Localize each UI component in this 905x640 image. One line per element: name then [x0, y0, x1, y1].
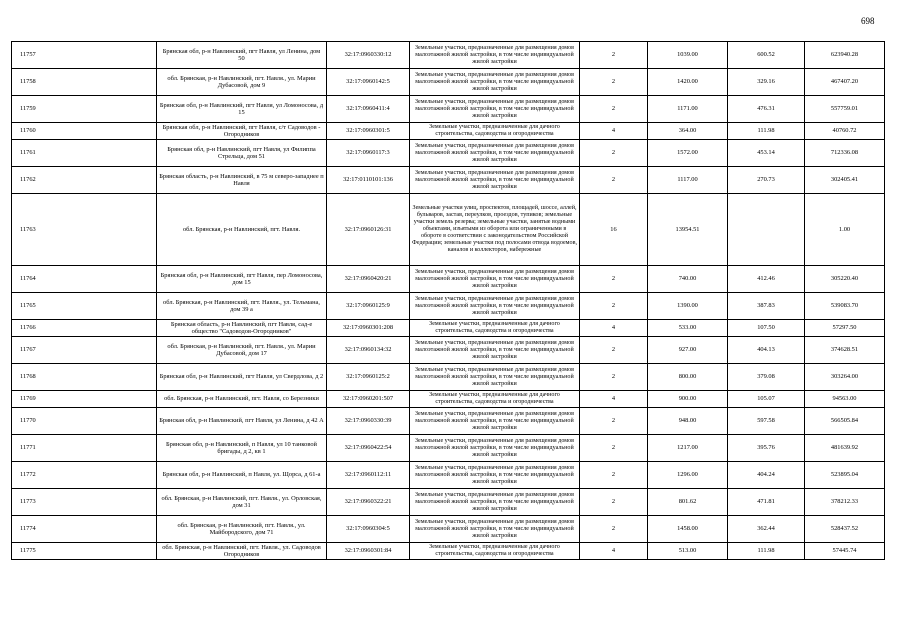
- area-cell: 801.62: [648, 489, 728, 516]
- table-row: [12, 42, 885, 69]
- row-number: 11759: [12, 96, 157, 123]
- area-cell: 800.00: [648, 364, 728, 391]
- area-cell: 1217.00: [648, 435, 728, 462]
- land-use-cell: Земельные участки, предназначенные для дачного строительства, садоводства и огородничества: [410, 320, 580, 337]
- land-use-cell: Земельные участки, предназначенные для размещения домов малоэтажной жилой застройки, в том числе индивидуальной жилой застройки: [410, 364, 580, 391]
- page-number: 698: [861, 16, 875, 26]
- cadastral-value-cell: 566505.84: [805, 408, 885, 435]
- specific-value-cell: 111.98: [728, 123, 805, 140]
- land-use-cell: Земельные участки, предназначенные для дачного строительства, садоводства и огородничества: [410, 391, 580, 408]
- address-cell: обл. Брянская, р-н Навлинский, пгт. Навля., ул. Орловская, дом 31: [157, 489, 327, 516]
- table-row: [12, 293, 885, 320]
- table-row: [12, 489, 885, 516]
- table-row: [12, 391, 885, 408]
- cadastral-value-cell: 302405.41: [805, 167, 885, 194]
- group-cell: 2: [580, 69, 648, 96]
- area-cell: 900.00: [648, 391, 728, 408]
- address-cell: Брянская область, р-н Навлинский, в 75 м северо-западнее п Навля: [157, 167, 327, 194]
- cadastral-value-cell: 305220.40: [805, 266, 885, 293]
- cadastral-number-cell: 32:17:0960411:4: [327, 96, 410, 123]
- table-row: [12, 408, 885, 435]
- specific-value-cell: 387.83: [728, 293, 805, 320]
- row-number: 11775: [12, 543, 157, 560]
- table-row: [12, 96, 885, 123]
- specific-value-cell: 111.98: [728, 543, 805, 560]
- land-use-cell: Земельные участки, предназначенные для размещения домов малоэтажной жилой застройки, в том числе индивидуальной жилой застройки: [410, 293, 580, 320]
- specific-value-cell: 476.31: [728, 96, 805, 123]
- table-row: [12, 266, 885, 293]
- cadastral-number-cell: 32:17:0960301:208: [327, 320, 410, 337]
- cadastral-number-cell: 32:17:0960301:84: [327, 543, 410, 560]
- specific-value-cell: 404.13: [728, 337, 805, 364]
- land-use-cell: Земельные участки, предназначенные для размещения домов малоэтажной жилой застройки, в том числе индивидуальной жилой застройки: [410, 337, 580, 364]
- table-row: [12, 194, 885, 266]
- area-cell: 927.00: [648, 337, 728, 364]
- area-cell: 1296.00: [648, 462, 728, 489]
- group-cell: 4: [580, 320, 648, 337]
- cadastral-number-cell: 32:17:0960304:5: [327, 516, 410, 543]
- table-row: [12, 69, 885, 96]
- area-cell: 513.00: [648, 543, 728, 560]
- row-number: 11767: [12, 337, 157, 364]
- cadastral-value-cell: 303264.00: [805, 364, 885, 391]
- table-row: [12, 516, 885, 543]
- land-use-cell: Земельные участки, предназначенные для размещения домов малоэтажной жилой застройки, в том числе индивидуальной жилой застройки: [410, 96, 580, 123]
- address-cell: обл. Брянская, р-н Навлинский, пгт. Навля., ул. Садоводов Огородников: [157, 543, 327, 560]
- specific-value-cell: 105.07: [728, 391, 805, 408]
- address-cell: Брянская обл, р-н Навлинский, пгт Навля, ул Ломоносова, д 15: [157, 96, 327, 123]
- cadastral-number-cell: 32:17:0960420:21: [327, 266, 410, 293]
- land-use-cell: Земельные участки, предназначенные для размещения домов малоэтажной жилой застройки, в том числе индивидуальной жилой застройки: [410, 435, 580, 462]
- cadastral-number-cell: 32:17:0960142:5: [327, 69, 410, 96]
- table-row: [12, 123, 885, 140]
- specific-value-cell: 404.24: [728, 462, 805, 489]
- table-row: [12, 364, 885, 391]
- specific-value-cell: 270.73: [728, 167, 805, 194]
- specific-value-cell: [728, 194, 805, 266]
- group-cell: 4: [580, 123, 648, 140]
- address-cell: обл. Брянская, р-н Навлинский, пгт. Навля., ул. Майбородского, дом 71: [157, 516, 327, 543]
- row-number: 11770: [12, 408, 157, 435]
- row-number: 11757: [12, 42, 157, 69]
- cadastral-value-cell: 40760.72: [805, 123, 885, 140]
- land-use-cell: Земельные участки, предназначенные для дачного строительства, садоводства и огородничества: [410, 123, 580, 140]
- row-number: 11761: [12, 140, 157, 167]
- area-cell: 1117.00: [648, 167, 728, 194]
- group-cell: 2: [580, 408, 648, 435]
- address-cell: Брянская область, р-н Навлинский, пгт Навля, сад-е общество "Садоводов-Огородников": [157, 320, 327, 337]
- table-row: [12, 337, 885, 364]
- specific-value-cell: 395.76: [728, 435, 805, 462]
- row-number: 11768: [12, 364, 157, 391]
- cadastral-value-cell: 57445.74: [805, 543, 885, 560]
- specific-value-cell: 329.16: [728, 69, 805, 96]
- cadastral-value-cell: 623940.28: [805, 42, 885, 69]
- table-row: [12, 140, 885, 167]
- row-number: 11774: [12, 516, 157, 543]
- specific-value-cell: 471.81: [728, 489, 805, 516]
- row-number: 11762: [12, 167, 157, 194]
- cadastral-number-cell: 32:17:0960112:11: [327, 462, 410, 489]
- specific-value-cell: 600.52: [728, 42, 805, 69]
- area-cell: 1420.00: [648, 69, 728, 96]
- cadastral-number-cell: 32:17:0960322:21: [327, 489, 410, 516]
- table-row: [12, 543, 885, 560]
- cadastral-number-cell: 32:17:0960117:3: [327, 140, 410, 167]
- row-number: 11773: [12, 489, 157, 516]
- row-number: 11772: [12, 462, 157, 489]
- cadastral-value-cell: 94563.00: [805, 391, 885, 408]
- table-row: [12, 435, 885, 462]
- area-cell: 948.00: [648, 408, 728, 435]
- group-cell: 2: [580, 364, 648, 391]
- cadastral-number-cell: 32:17:0960126:31: [327, 194, 410, 266]
- area-cell: 1390.00: [648, 293, 728, 320]
- area-cell: 1458.00: [648, 516, 728, 543]
- group-cell: 2: [580, 489, 648, 516]
- land-use-cell: Земельные участки, предназначенные для размещения домов малоэтажной жилой застройки, в том числе индивидуальной жилой застройки: [410, 42, 580, 69]
- specific-value-cell: 412.46: [728, 266, 805, 293]
- address-cell: обл. Брянская, р-н Навлинский, пгт. Навля., ул. Марии Дубасовой, дом 9: [157, 69, 327, 96]
- area-cell: 1171.00: [648, 96, 728, 123]
- row-number: 11760: [12, 123, 157, 140]
- area-cell: 364.00: [648, 123, 728, 140]
- address-cell: Брянская обл, р-н Навлинский, пгт Навля, ул Ленина, д 42 А: [157, 408, 327, 435]
- cadastral-value-cell: 374628.51: [805, 337, 885, 364]
- land-use-cell: Земельные участки, предназначенные для размещения домов малоэтажной жилой застройки, в том числе индивидуальной жилой застройки: [410, 69, 580, 96]
- land-use-cell: Земельные участки, предназначенные для размещения домов малоэтажной жилой застройки, в том числе индивидуальной жилой застройки: [410, 462, 580, 489]
- address-cell: обл. Брянская, р-н Навлинский, пгт. Навля, со Березники: [157, 391, 327, 408]
- row-number: 11766: [12, 320, 157, 337]
- address-cell: Брянская обл, р-н Навлинский, п Навля, ул 10 танковой бригады, д 2, кв 1: [157, 435, 327, 462]
- group-cell: 2: [580, 462, 648, 489]
- address-cell: Брянская обл, р-н Навлинский, пгт Навля, ул Ленина, дом 50: [157, 42, 327, 69]
- specific-value-cell: 597.58: [728, 408, 805, 435]
- group-cell: 2: [580, 96, 648, 123]
- address-cell: обл. Брянская, р-н Навлинский, пгт. Навля., ул. Тельмана, дом 39 а: [157, 293, 327, 320]
- cadastral-value-cell: 539083.70: [805, 293, 885, 320]
- address-cell: обл. Брянская, р-н Навлинский, пгт. Навля.: [157, 194, 327, 266]
- group-cell: 4: [580, 391, 648, 408]
- cadastral-value-cell: 712336.08: [805, 140, 885, 167]
- cadastral-number-cell: 32:17:0960301:5: [327, 123, 410, 140]
- cadastral-value-cell: 467407.20: [805, 69, 885, 96]
- land-use-cell: Земельные участки, предназначенные для размещения домов малоэтажной жилой застройки, в том числе индивидуальной жилой застройки: [410, 516, 580, 543]
- row-number: 11765: [12, 293, 157, 320]
- land-use-cell: Земельные участки, предназначенные для размещения домов малоэтажной жилой застройки, в том числе индивидуальной жилой застройки: [410, 140, 580, 167]
- land-use-cell: Земельные участки, предназначенные для размещения домов малоэтажной жилой застройки, в том числе индивидуальной жилой застройки: [410, 167, 580, 194]
- address-cell: Брянская обл, р-н Навлинский, пгт Навля, ул Филиппа Стрельца, дом 51: [157, 140, 327, 167]
- specific-value-cell: 379.08: [728, 364, 805, 391]
- specific-value-cell: 453.14: [728, 140, 805, 167]
- address-cell: Брянская обл, р-н Навлинский, п Навля, ул. Щорса, д 61-а: [157, 462, 327, 489]
- group-cell: 2: [580, 42, 648, 69]
- group-cell: 2: [580, 266, 648, 293]
- cadastral-number-cell: 32:17:0960422:54: [327, 435, 410, 462]
- cadastral-value-cell: 523895.04: [805, 462, 885, 489]
- cadastral-value-cell: 378212.33: [805, 489, 885, 516]
- specific-value-cell: 362.44: [728, 516, 805, 543]
- land-use-cell: Земельные участки, предназначенные для размещения домов малоэтажной жилой застройки, в том числе индивидуальной жилой застройки: [410, 489, 580, 516]
- address-cell: Брянская обл, р-н Навлинский, пгт Навля, пер Ломоносова, дом 15: [157, 266, 327, 293]
- land-use-cell: Земельные участки улиц, проспектов, площадей, шоссе, аллей, бульваров, застав, переулков, проездов, тупиков; земельные участки земель резерва; земельные участки, занятые водными объектами, изъятыми из оборота или ограниченными в обороте в соответствии с законодательством Российской Федерации; земельные участки под полосами отвода водоемов, каналов и коллекторов, набережные: [410, 194, 580, 266]
- table-row: [12, 462, 885, 489]
- area-cell: 533.00: [648, 320, 728, 337]
- cadastral-value-cell: 528437.52: [805, 516, 885, 543]
- row-number: 11758: [12, 69, 157, 96]
- specific-value-cell: 107.50: [728, 320, 805, 337]
- cadastral-value-cell: 57297.50: [805, 320, 885, 337]
- cadastral-number-cell: 32:17:0960201:507: [327, 391, 410, 408]
- row-number: 11771: [12, 435, 157, 462]
- group-cell: 2: [580, 293, 648, 320]
- table-row: [12, 167, 885, 194]
- address-cell: Брянская обл, р-н Навлинский, пгт Навля, ул Свердлова, д 2: [157, 364, 327, 391]
- group-cell: 4: [580, 543, 648, 560]
- group-cell: 2: [580, 516, 648, 543]
- cadastral-value-table: [11, 41, 885, 560]
- area-cell: 13954.51: [648, 194, 728, 266]
- row-number: 11764: [12, 266, 157, 293]
- cadastral-number-cell: 32:17:0960125:9: [327, 293, 410, 320]
- cadastral-number-cell: 32:17:0960125:2: [327, 364, 410, 391]
- group-cell: 2: [580, 435, 648, 462]
- group-cell: 2: [580, 167, 648, 194]
- area-cell: 740.00: [648, 266, 728, 293]
- table-row: [12, 320, 885, 337]
- cadastral-value-cell: 1.00: [805, 194, 885, 266]
- cadastral-value-cell: 481639.92: [805, 435, 885, 462]
- land-use-cell: Земельные участки, предназначенные для размещения домов малоэтажной жилой застройки, в том числе индивидуальной жилой застройки: [410, 266, 580, 293]
- address-cell: Брянская обл, р-н Навлинский, пгт Навля, с/т Садоводов - Огородников: [157, 123, 327, 140]
- table-body: [12, 42, 885, 560]
- row-number: 11769: [12, 391, 157, 408]
- area-cell: 1572.00: [648, 140, 728, 167]
- group-cell: 2: [580, 140, 648, 167]
- land-use-cell: Земельные участки, предназначенные для дачного строительства, садоводства и огородничества: [410, 543, 580, 560]
- cadastral-number-cell: 32:17:0960134:32: [327, 337, 410, 364]
- group-cell: 16: [580, 194, 648, 266]
- cadastral-number-cell: 32:17:0960330:39: [327, 408, 410, 435]
- cadastral-value-cell: 557759.01: [805, 96, 885, 123]
- area-cell: 1039.00: [648, 42, 728, 69]
- address-cell: обл. Брянская, р-н Навлинский, пгт. Навля., ул. Марии Дубасовой, дом 17: [157, 337, 327, 364]
- cadastral-number-cell: 32:17:0960330:12: [327, 42, 410, 69]
- land-use-cell: Земельные участки, предназначенные для размещения домов малоэтажной жилой застройки, в том числе индивидуальной жилой застройки: [410, 408, 580, 435]
- cadastral-number-cell: 32:17:0110101:136: [327, 167, 410, 194]
- row-number: 11763: [12, 194, 157, 266]
- group-cell: 2: [580, 337, 648, 364]
